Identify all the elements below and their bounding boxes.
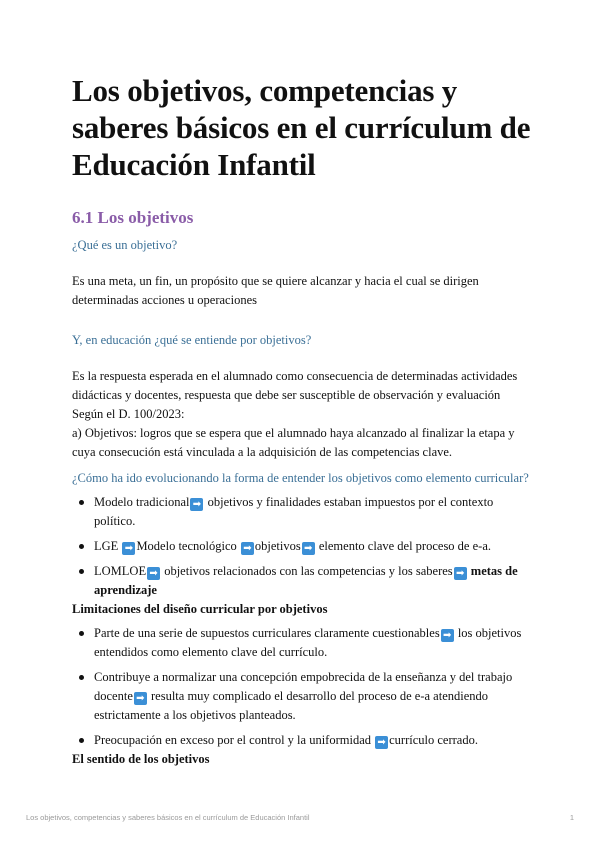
page-number: 1 (569, 813, 574, 822)
document-title: Los objetivos, competencias y saberes básicos en el currículum de Educación Infantil (72, 73, 531, 182)
paragraph-decree: Según el D. 100/2023: (72, 407, 185, 421)
limits-list (72, 624, 532, 750)
page-footer (26, 813, 574, 822)
list-item: Preocupación en exceso por el control y la uniformidad ➡ currículo cerrado. (72, 731, 532, 750)
right-arrow-icon: ➡ (147, 567, 160, 580)
bullet-dot (79, 631, 84, 636)
bullet-dot (79, 544, 84, 549)
footer-title: Los objetivos, competencias y saberes básicos en el currículum de Educación Infantil (26, 813, 310, 822)
right-arrow-icon: ➡ (441, 629, 454, 642)
paragraph-expected-response: Es la respuesta esperada en el alumnado como consecuencia de determinadas actividades didácticas y docentes, respuesta que debe ser susceptible de observación y evaluación (72, 369, 518, 402)
right-arrow-icon: ➡ (302, 542, 315, 555)
limits-heading: Limitaciones del diseño curricular por objetivos (72, 602, 328, 616)
sense-heading: El sentido de los objetivos (72, 752, 210, 766)
right-arrow-icon: ➡ (375, 736, 388, 749)
question-education-objectives: Y, en educación ¿qué se entiende por objetivos? (72, 333, 312, 347)
right-arrow-icon: ➡ (241, 542, 254, 555)
list-item: Modelo tradicional ➡ objetivos y finalidades estaban impuestos por el contexto político. (72, 493, 532, 531)
bullet-dot (79, 500, 84, 505)
paragraph-objectives-definition: a) Objetivos: logros que se espera que el alumnado haya alcanzado al finalizar la etapa y cuya consecución está vinculada a la adquisición de las competencias clave. (72, 426, 515, 459)
list-item: Contribuye a normalizar una concepción empobrecida de la enseñanza y del trabajo docente ➡ resulta muy complicado el desarrollo del proceso de e-a atendiendo estrictamente a los objetivos planteados. (72, 668, 532, 725)
right-arrow-icon: ➡ (454, 567, 467, 580)
bullet-dot (79, 738, 84, 743)
right-arrow-icon: ➡ (190, 498, 203, 511)
question-what-is-objective: ¿Qué es un objetivo? (72, 238, 178, 252)
paragraph-definition: Es una meta, un fin, un propósito que se quiere alcanzar y hacia el cual se dirigen determinadas acciones u operaciones (72, 274, 479, 307)
right-arrow-icon: ➡ (134, 692, 147, 705)
bullet-dot (79, 675, 84, 680)
bullet-dot (79, 569, 84, 574)
right-arrow-icon: ➡ (122, 542, 135, 555)
question-evolution: ¿Cómo ha ido evolucionando la forma de entender los objetivos como elemento curricular? (72, 471, 529, 485)
list-item: Parte de una serie de supuestos curriculares claramente cuestionables ➡ los objetivos entendidos como elemento clave del currículo. (72, 624, 532, 662)
learning-goals-text: metas de aprendizaje (94, 564, 518, 597)
list-item: LOMLOE ➡ objetivos relacionados con las competencias y los saberes ➡ metas de aprendizaje (72, 562, 532, 600)
document-page (72, 72, 532, 768)
list-item: LGE ➡ Modelo tecnológico ➡ objetivos ➡ elemento clave del proceso de e-a. (72, 537, 532, 556)
evolution-list (72, 493, 532, 600)
section-heading: 6.1 Los objetivos (72, 208, 194, 227)
